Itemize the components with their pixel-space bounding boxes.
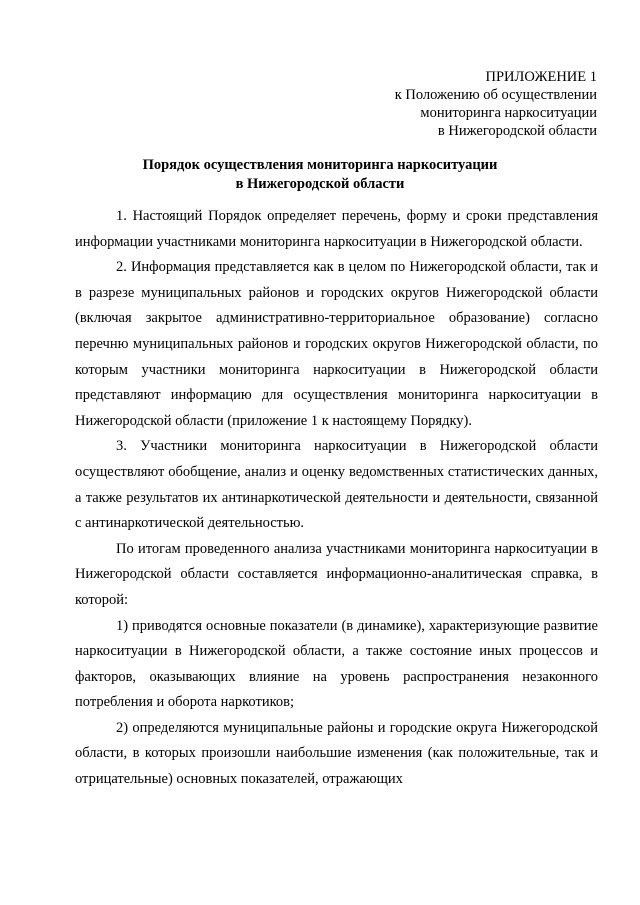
paragraph: 3. Участники мониторинга наркоситуации в Нижегородской области осуществляют обобщение, анализ и оценку ведомственных статистических данных, а также результатов их антинаркотической деятельности и деятельности, связанной с антинаркотической деятельностью. bbox=[75, 438, 598, 532]
paragraph: 1. Настоящий Порядок определяет перечень, форму и сроки представления информации участниками мониторинга наркоситуации в Нижегородской области. bbox=[75, 208, 598, 250]
title-line: Порядок осуществления мониторинга наркоситуации bbox=[142, 157, 498, 173]
paragraph: По итогам проведенного анализа участниками мониторинга наркоситуации в Нижегородской области составляется информационно-аналитическая справка, в которой: bbox=[75, 540, 598, 608]
paragraph: 2. Информация представляется как в целом по Нижегородской области, так и в разрезе муниципальных районов и городских округов Нижегородской области (включая закрытое административно-территориальное образование) согласно перечню муниципальных районов и городских округов Нижегородской области, по которым участники мониторинга наркоситуации в Нижегородской области представляют информацию для осуществления мониторинга наркоситуации в Нижегородской области (приложение 1 к настоящему Порядку). bbox=[75, 259, 598, 429]
document-body bbox=[75, 204, 598, 793]
document-title bbox=[0, 156, 640, 194]
appendix-reference-line: в Нижегородской области bbox=[437, 123, 597, 139]
appendix-reference-line: мониторинга наркоситуации bbox=[420, 105, 597, 121]
appendix-label: ПРИЛОЖЕНИЕ 1 bbox=[485, 69, 597, 85]
paragraph: 2) определяются муниципальные районы и городские округа Нижегородской области, в которых произошли наибольшие изменения (как положительные, так и отрицательные) основных показателей, отражающих bbox=[75, 719, 598, 788]
appendix-header bbox=[395, 68, 597, 140]
paragraph: 1) приводятся основные показатели (в динамике), характеризующие развитие наркоситуации в Нижегородской области, а также состояние иных процессов и факторов, оказывающих влияние на уровень распространения незаконного потребления и оборота наркотиков; bbox=[75, 617, 598, 711]
appendix-reference-line: к Положению об осуществлении bbox=[394, 87, 597, 103]
title-line: в Нижегородской области bbox=[235, 176, 405, 192]
